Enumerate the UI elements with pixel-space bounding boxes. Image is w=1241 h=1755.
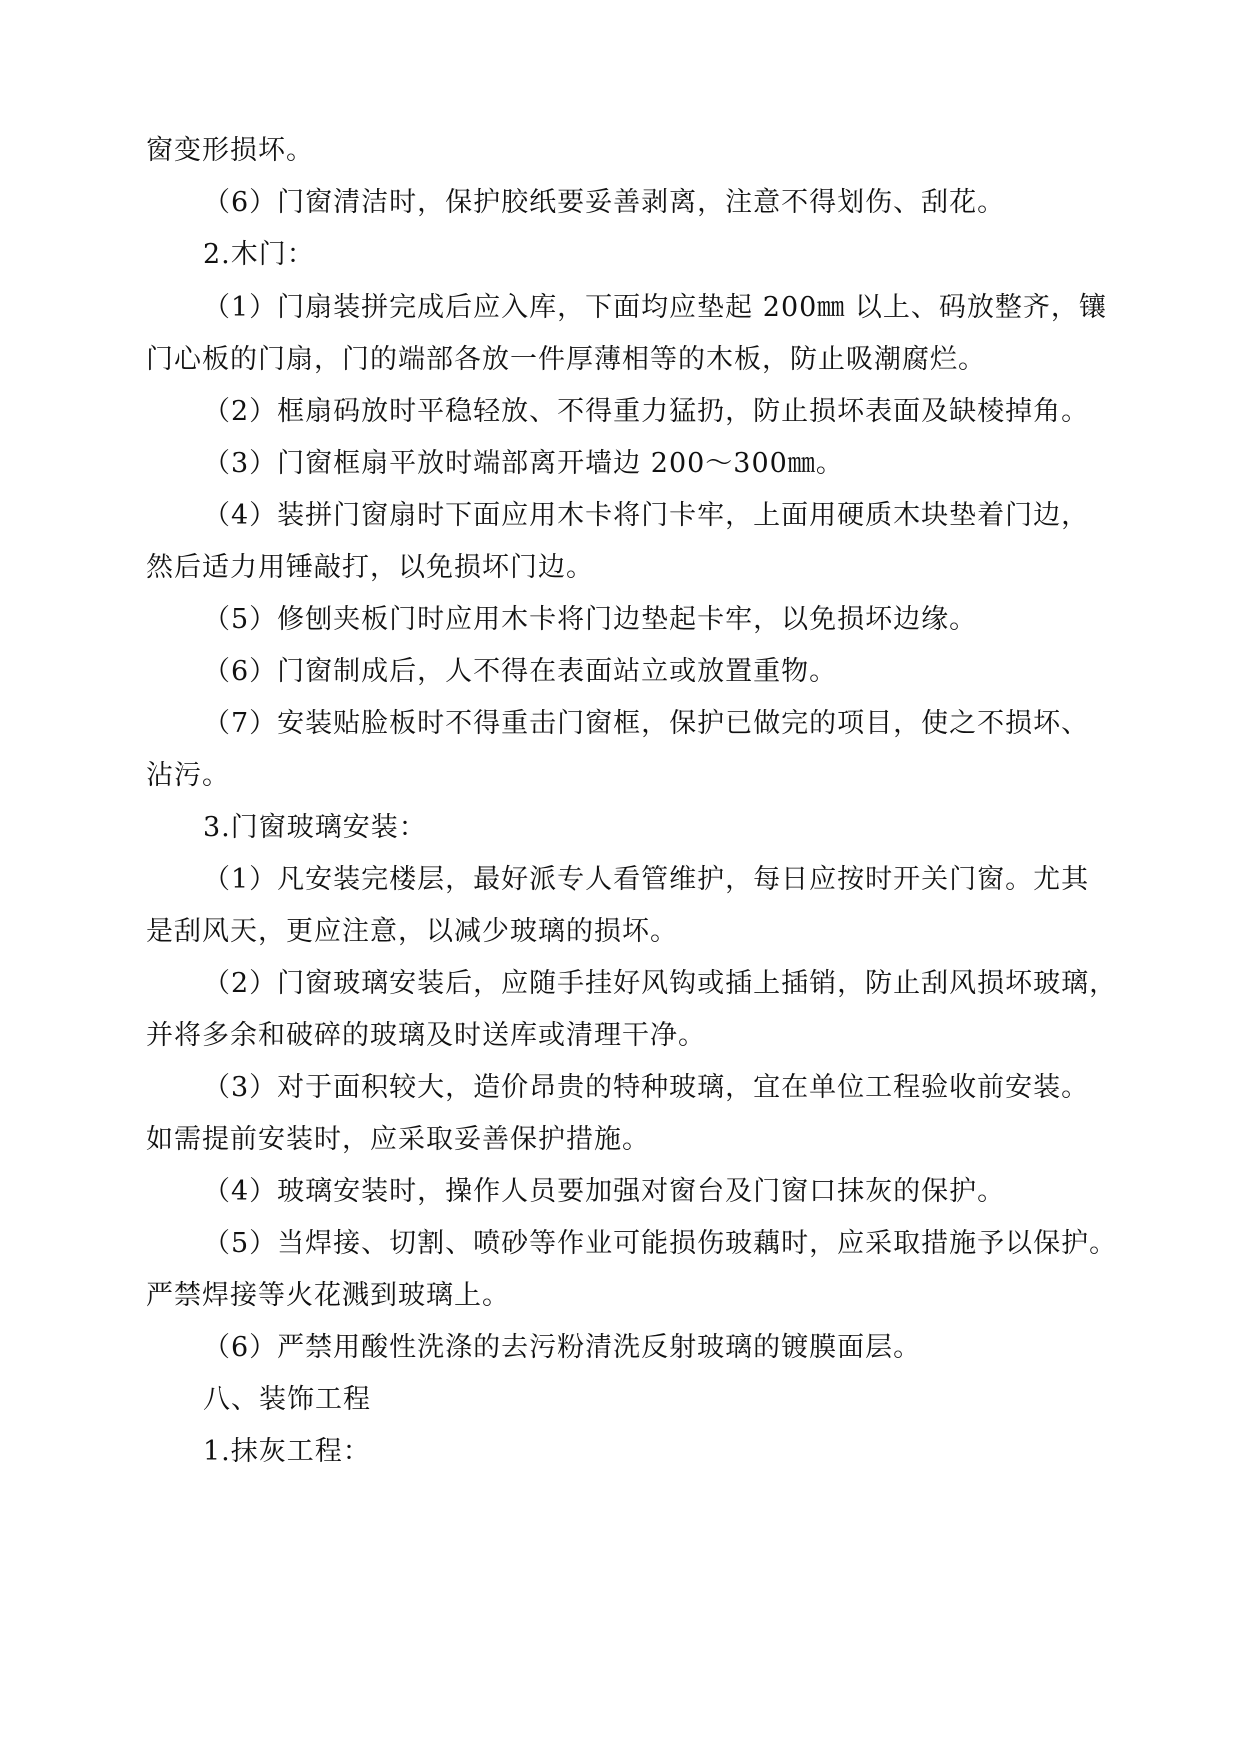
text-line: （1）凡安装完楼层，最好派专人看管维护，每日应按时开关门窗。尤其 <box>203 864 1090 895</box>
text-line: （4）装拼门窗扇时下面应用木卡将门卡牢，上面用硬质木块垫着门边， <box>203 500 1090 531</box>
text-line: 是刮风天，更应注意，以减少玻璃的损坏。 <box>146 916 678 947</box>
section-heading: 2.木门： <box>203 239 315 270</box>
text-line: （6）严禁用酸性洗涤的去污粉清洗反射玻璃的镀膜面层。 <box>203 1332 922 1363</box>
text-line: 窗变形损坏。 <box>146 135 314 166</box>
text-line: 并将多余和破碎的玻璃及时送库或清理干净。 <box>146 1020 706 1051</box>
text-line: （2）框扇码放时平稳轻放、不得重力猛扔，防止损坏表面及缺棱掉角。 <box>203 396 1090 427</box>
section-heading: 3.门窗玻璃安装： <box>203 812 427 843</box>
text-line: （3）对于面积较大，造价昂贵的特种玻璃，宜在单位工程验收前安装。 <box>203 1072 1090 1103</box>
text-line: 然后适力用锤敲打，以免损坏门边。 <box>146 552 594 583</box>
text-line: （4）玻璃安装时，操作人员要加强对窗台及门窗口抹灰的保护。 <box>203 1176 1006 1207</box>
text-line: （7）安装贴脸板时不得重击门窗框，保护已做完的项目，使之不损坏、 <box>203 708 1090 739</box>
section-heading: 八、装饰工程 <box>203 1384 371 1415</box>
text-line: 如需提前安装时，应采取妥善保护措施。 <box>146 1124 650 1155</box>
text-line: （5）当焊接、切割、喷砂等作业可能损伤玻藕时，应采取措施予以保护。 <box>203 1228 1118 1259</box>
text-line: （6）门窗制成后，人不得在表面站立或放置重物。 <box>203 656 838 687</box>
text-line: 沾污。 <box>146 760 230 791</box>
text-line: 门心板的门扇，门的端部各放一件厚薄相等的木板，防止吸潮腐烂。 <box>146 344 986 375</box>
text-line: 严禁焊接等火花溅到玻璃上。 <box>146 1280 510 1311</box>
section-heading: 1.抹灰工程： <box>203 1436 371 1467</box>
text-line: （3）门窗框扇平放时端部离开墙边 200～300㎜。 <box>203 448 844 479</box>
text-line: （2）门窗玻璃安装后，应随手挂好风钩或插上插销，防止刮风损坏玻璃， <box>203 968 1118 999</box>
text-line: （6）门窗清洁时，保护胶纸要妥善剥离，注意不得划伤、刮花。 <box>203 187 1006 218</box>
text-line: （1）门扇装拼完成后应入库，下面均应垫起 200㎜ 以上、码放整齐，镶 <box>203 292 1107 323</box>
text-line: （5）修刨夹板门时应用木卡将门边垫起卡牢，以免损坏边缘。 <box>203 604 978 635</box>
